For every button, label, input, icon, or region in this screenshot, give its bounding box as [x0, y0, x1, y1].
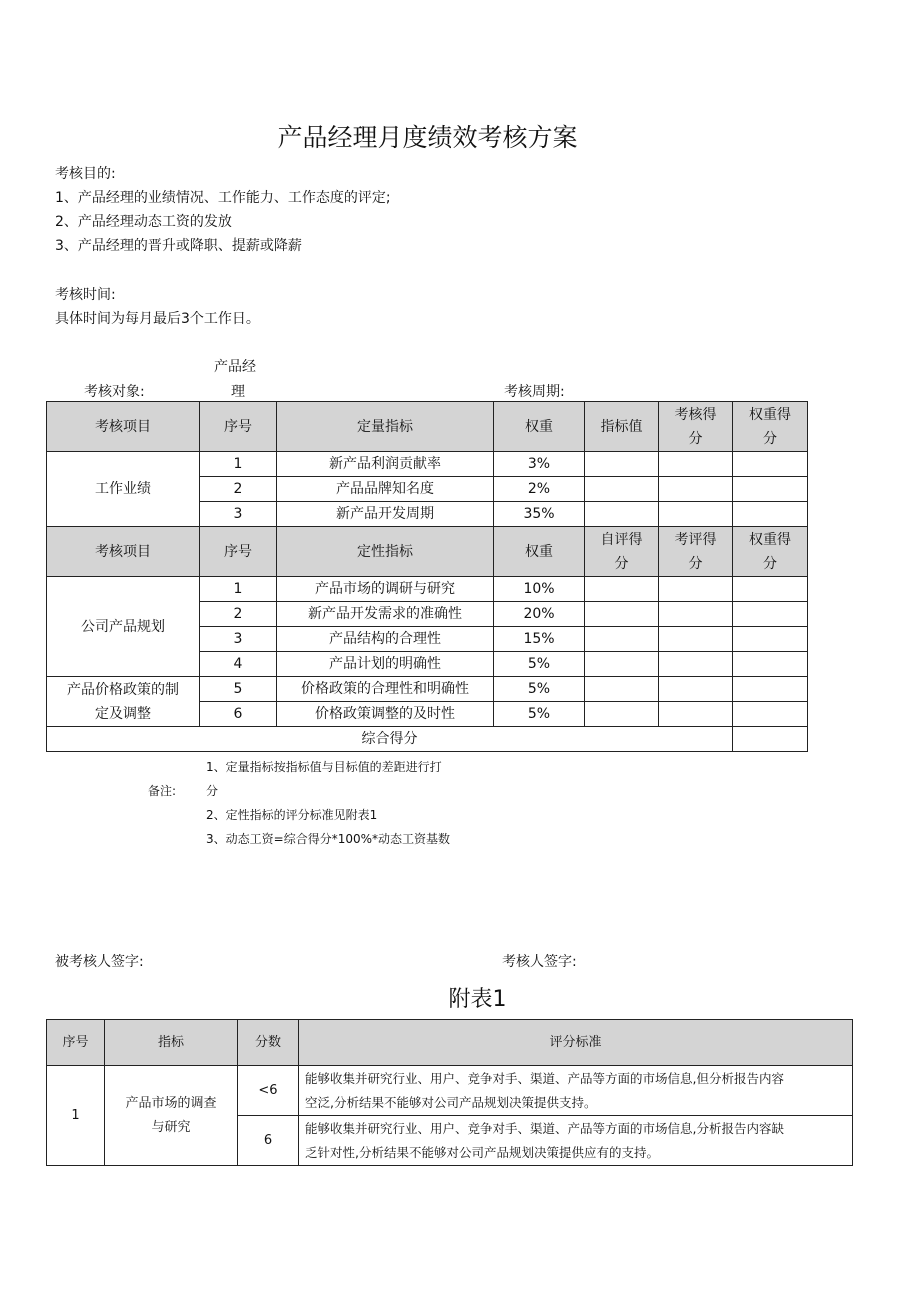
total-label: 综合得分	[47, 727, 733, 752]
row-indicator: 产品市场的调研与研究	[277, 577, 494, 602]
row-indicator: 新产品利润贡献率	[277, 452, 494, 477]
row-indicator: 新产品开发需求的准确性	[277, 602, 494, 627]
self-score-cell[interactable]	[585, 627, 659, 652]
self-score-cell[interactable]	[585, 677, 659, 702]
review-score-cell[interactable]	[659, 602, 733, 627]
appendix-header-no: 序号	[47, 1020, 105, 1066]
appendix-indicator-b: 与研究	[151, 1119, 191, 1135]
note-line1a: 1、定量指标按指标值与目标值的差距进行打	[206, 760, 442, 774]
header-assess-score-b: 分	[688, 430, 703, 447]
criteria-line: 能够收集并研究行业、用户、竞争对手、渠道、产品等方面的市场信息,分析报告内容缺	[305, 1120, 784, 1136]
weighted-score-cell[interactable]	[733, 702, 808, 727]
header-weight: 权重	[494, 402, 585, 452]
appendix-header-criteria: 评分标准	[299, 1020, 853, 1066]
header-weight: 权重	[494, 527, 585, 577]
purpose-item-2: 2、产品经理动态工资的发放	[55, 214, 232, 230]
header-review-score-a: 考评得	[674, 531, 717, 548]
row-weight: 15%	[494, 627, 585, 652]
row-no: 6	[200, 702, 277, 727]
header-assess-score-a: 考核得	[674, 406, 717, 423]
appendix-indicator	[105, 1066, 238, 1166]
row-indicator: 产品品牌知名度	[277, 477, 494, 502]
row-weight: 5%	[494, 677, 585, 702]
appendix-table	[46, 1019, 853, 1166]
time-heading: 考核时间:	[55, 287, 116, 303]
header-weighted-score-b: 分	[763, 430, 777, 447]
weighted-score-cell[interactable]	[733, 477, 808, 502]
row-no: 4	[200, 652, 277, 677]
object-label: 考核对象:	[84, 384, 145, 400]
header-weighted-score	[733, 527, 808, 577]
notes-label: 备注:	[148, 784, 177, 798]
header-no: 序号	[200, 402, 277, 452]
assessment-table	[46, 401, 808, 752]
header-no: 序号	[200, 527, 277, 577]
period-label: 考核周期:	[504, 384, 565, 400]
header-weighted-score	[733, 402, 808, 452]
appendix-row-no: 1	[47, 1066, 105, 1166]
quant-group: 工作业绩	[47, 452, 200, 527]
appendix-header-score: 分数	[238, 1020, 299, 1066]
header-assess-score	[659, 402, 733, 452]
row-no: 3	[200, 627, 277, 652]
weighted-score-cell[interactable]	[733, 652, 808, 677]
review-score-cell[interactable]	[659, 702, 733, 727]
appendix-title: 附表1	[448, 987, 507, 1012]
self-score-cell[interactable]	[585, 652, 659, 677]
row-indicator: 产品结构的合理性	[277, 627, 494, 652]
row-no: 5	[200, 677, 277, 702]
qual-group-pricing	[47, 677, 200, 727]
row-no: 1	[200, 452, 277, 477]
indicator-value-cell[interactable]	[585, 502, 659, 527]
page-title: 产品经理月度绩效考核方案	[277, 123, 578, 152]
row-weight: 35%	[494, 502, 585, 527]
qual-group-planning: 公司产品规划	[47, 577, 200, 677]
row-weight: 20%	[494, 602, 585, 627]
total-row	[47, 727, 808, 752]
purpose-item-3: 3、产品经理的晋升或降职、提薪或降薪	[55, 238, 302, 254]
qual-group-pricing-b: 定及调整	[95, 705, 151, 722]
table-row	[47, 677, 808, 702]
row-weight: 2%	[494, 477, 585, 502]
header-quant-indicator: 定量指标	[277, 402, 494, 452]
weighted-score-cell[interactable]	[733, 627, 808, 652]
header-item: 考核项目	[47, 527, 200, 577]
table-row	[47, 452, 808, 477]
appendix-score: 6	[238, 1116, 299, 1166]
note-line2: 2、定性指标的评分标准见附表1	[206, 808, 378, 822]
row-indicator: 价格政策调整的及时性	[277, 702, 494, 727]
weighted-score-cell[interactable]	[733, 577, 808, 602]
weighted-score-cell[interactable]	[733, 602, 808, 627]
header-weighted-score-a: 权重得	[749, 406, 791, 423]
review-score-cell[interactable]	[659, 577, 733, 602]
criteria-line: 空泛,分析结果不能够对公司产品规划决策提供支持。	[305, 1094, 597, 1110]
row-weight: 5%	[494, 702, 585, 727]
review-score-cell[interactable]	[659, 652, 733, 677]
row-weight: 3%	[494, 452, 585, 477]
assess-score-cell[interactable]	[659, 502, 733, 527]
table-row	[47, 1066, 853, 1116]
header-self-score-a: 自评得	[600, 531, 643, 548]
time-text: 具体时间为每月最后3个工作日。	[55, 311, 260, 327]
header-indicator-value: 指标值	[585, 402, 659, 452]
appendix-criteria	[299, 1066, 853, 1116]
row-weight: 10%	[494, 577, 585, 602]
appendix-score: <6	[238, 1066, 299, 1116]
header-self-score	[585, 527, 659, 577]
header-weighted-score-b: 分	[763, 555, 777, 572]
header-review-score	[659, 527, 733, 577]
qual-group-pricing-a: 产品价格政策的制	[67, 681, 179, 698]
header-review-score-b: 分	[688, 555, 703, 572]
table-row	[47, 577, 808, 602]
row-indicator: 新产品开发周期	[277, 502, 494, 527]
self-score-cell[interactable]	[585, 602, 659, 627]
qual-header-row	[47, 527, 808, 577]
header-weighted-score-a: 权重得	[749, 531, 791, 548]
row-no: 1	[200, 577, 277, 602]
row-indicator: 价格政策的合理性和明确性	[277, 677, 494, 702]
row-no: 3	[200, 502, 277, 527]
self-score-cell[interactable]	[585, 702, 659, 727]
purpose-heading: 考核目的:	[55, 166, 116, 182]
assessor-signature: 考核人签字:	[502, 954, 577, 970]
review-score-cell[interactable]	[659, 677, 733, 702]
appendix-header-indicator: 指标	[105, 1020, 238, 1066]
appendix-indicator-a: 产品市场的调查	[125, 1095, 217, 1111]
review-score-cell[interactable]	[659, 627, 733, 652]
note-line3: 3、动态工资=综合得分*100%*动态工资基数	[206, 832, 450, 846]
indicator-value-cell[interactable]	[585, 452, 659, 477]
header-item: 考核项目	[47, 402, 200, 452]
purpose-item-1: 1、产品经理的业绩情况、工作能力、工作态度的评定;	[55, 190, 391, 206]
assess-score-cell[interactable]	[659, 452, 733, 477]
note-line1b: 分	[206, 784, 219, 798]
appendix-criteria	[299, 1116, 853, 1166]
criteria-line: 能够收集并研究行业、用户、竞争对手、渠道、产品等方面的市场信息,但分析报告内容	[305, 1070, 784, 1086]
header-self-score-b: 分	[614, 555, 629, 572]
self-score-cell[interactable]	[585, 577, 659, 602]
total-score-cell[interactable]	[733, 727, 808, 752]
row-indicator: 产品计划的明确性	[277, 652, 494, 677]
appendix-header-row	[47, 1020, 853, 1066]
row-weight: 5%	[494, 652, 585, 677]
weighted-score-cell[interactable]	[733, 452, 808, 477]
row-no: 2	[200, 602, 277, 627]
weighted-score-cell[interactable]	[733, 677, 808, 702]
indicator-value-cell[interactable]	[585, 477, 659, 502]
quant-header-row	[47, 402, 808, 452]
weighted-score-cell[interactable]	[733, 502, 808, 527]
header-qual-indicator: 定性指标	[277, 527, 494, 577]
row-no: 2	[200, 477, 277, 502]
criteria-line: 乏针对性,分析结果不能够对公司产品规划决策提供应有的支持。	[305, 1144, 659, 1160]
object-value-line1: 产品经	[214, 359, 256, 375]
assess-score-cell[interactable]	[659, 477, 733, 502]
object-value-line2: 理	[231, 384, 245, 400]
assessee-signature: 被考核人签字:	[55, 954, 144, 970]
